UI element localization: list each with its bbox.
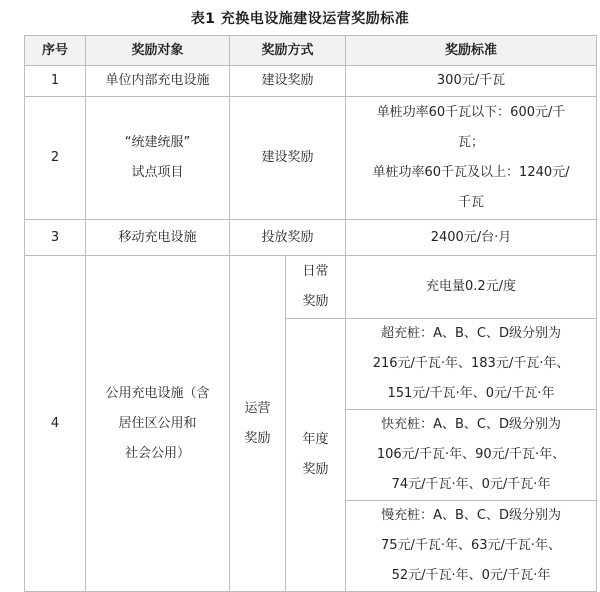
row4-target-line: 公用充电设施（含 xyxy=(105,385,210,401)
reward-standard-table xyxy=(24,35,597,592)
header-seq: 序号 xyxy=(25,36,86,66)
slow-charge-line: 慢充桩：A、B、C、D级分别为 xyxy=(381,508,561,523)
row3-standard: 2400元/台·月 xyxy=(346,220,597,256)
table-row xyxy=(25,256,597,319)
header-target: 奖励对象 xyxy=(86,36,230,66)
fast-charge-line: 106元/千瓦·年、90元/千瓦·年、 xyxy=(376,447,566,462)
table-title: 表1 充换电设施建设运营奖励标准 xyxy=(190,11,410,27)
row4-target xyxy=(86,256,230,592)
daily-label-line: 奖励 xyxy=(302,294,329,309)
row3-seq: 3 xyxy=(25,220,86,256)
header-method: 奖励方式 xyxy=(230,36,346,66)
row2-method: 建设奖励 xyxy=(230,97,346,220)
super-charge-line: 151元/千瓦·年、0元/千瓦·年 xyxy=(387,386,555,401)
table-row xyxy=(25,220,597,256)
row2-standard-line: 单桩功率60千瓦及以上：1240元/ xyxy=(372,165,570,180)
row3-target: 移动充电设施 xyxy=(86,220,230,256)
row1-seq: 1 xyxy=(25,66,86,97)
row4-fast-charge-standard xyxy=(346,410,597,501)
row2-standard xyxy=(346,97,597,220)
row4-annual-label xyxy=(286,319,346,592)
row4-daily-standard: 充电量0.2元/度 xyxy=(346,256,597,319)
row4-method-line: 奖励 xyxy=(244,430,271,446)
row2-standard-line: 瓦； xyxy=(458,135,485,150)
row2-standard-line: 单桩功率60千瓦以下：600元/千 xyxy=(376,105,566,120)
row1-method: 建设奖励 xyxy=(230,66,346,97)
row1-target: 单位内部充电设施 xyxy=(86,66,230,97)
row4-method-line: 运营 xyxy=(244,400,271,416)
table-header-row xyxy=(25,36,597,66)
row2-standard-line: 千瓦 xyxy=(458,195,485,210)
row4-super-charge-standard xyxy=(346,319,597,410)
row4-target-line: 居住区公用和 xyxy=(118,415,197,431)
row2-seq: 2 xyxy=(25,97,86,220)
header-standard: 奖励标准 xyxy=(346,36,597,66)
row2-target xyxy=(86,97,230,220)
super-charge-line: 216元/千瓦·年、183元/千瓦·年、 xyxy=(372,356,570,371)
slow-charge-line: 52元/千瓦·年、0元/千瓦·年 xyxy=(391,568,551,583)
row2-target-line: “统建统服” xyxy=(124,135,191,150)
row3-method: 投放奖励 xyxy=(230,220,346,256)
annual-label-line: 年度 xyxy=(302,432,329,447)
fast-charge-line: 快充桩：A、B、C、D级分别为 xyxy=(381,417,561,432)
fast-charge-line: 74元/千瓦·年、0元/千瓦·年 xyxy=(391,477,551,492)
row4-seq: 4 xyxy=(25,256,86,592)
slow-charge-line: 75元/千瓦·年、63元/千瓦·年、 xyxy=(380,538,562,553)
row4-daily-label xyxy=(286,256,346,319)
table-row xyxy=(25,66,597,97)
row4-method xyxy=(230,256,286,592)
super-charge-line: 超充桩：A、B、C、D级分别为 xyxy=(381,326,561,341)
row1-standard: 300元/千瓦 xyxy=(346,66,597,97)
row4-slow-charge-standard xyxy=(346,501,597,592)
table-row xyxy=(25,97,597,220)
daily-label-line: 日常 xyxy=(302,264,329,279)
annual-label-line: 奖励 xyxy=(302,462,329,477)
row2-target-line: 试点项目 xyxy=(131,165,184,180)
row4-target-line: 社会公用） xyxy=(124,445,190,461)
